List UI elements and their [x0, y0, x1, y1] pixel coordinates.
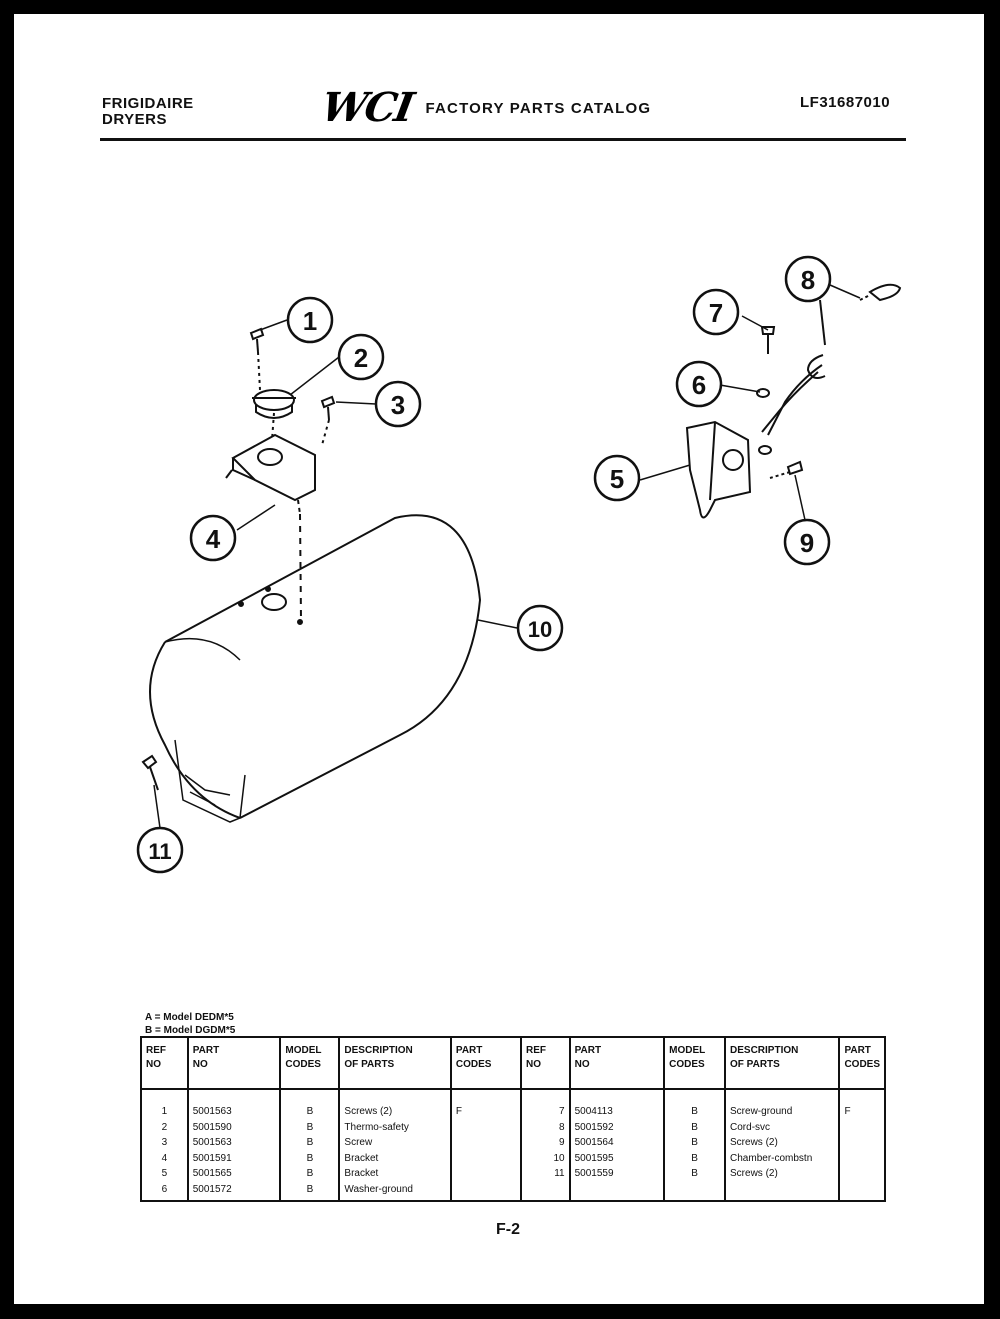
callout-2	[339, 335, 383, 379]
col-part-left: 5001563 5001590 5001563 5001591 5001565 5001572	[188, 1089, 281, 1201]
screw-11-drawing	[143, 756, 158, 790]
header-ref-no: REF NO	[141, 1037, 188, 1089]
callout-label: 5	[609, 464, 625, 494]
page-number: F-2	[496, 1221, 520, 1238]
header-part-no: PART NO	[570, 1037, 665, 1089]
callout-5	[595, 456, 639, 500]
col-ref-right: 7 8 9 10 11	[521, 1089, 570, 1201]
screw-drawings	[251, 329, 334, 445]
header-model-codes: MODEL CODES	[664, 1037, 725, 1089]
header-description: DESCRIPTION OF PARTS	[725, 1037, 839, 1089]
header-part-codes: PART CODES	[839, 1037, 885, 1089]
callout-label: 4	[205, 524, 221, 554]
wci-logo: WCI	[317, 84, 416, 131]
callout-8	[786, 257, 830, 301]
thermostat-drawing	[252, 390, 296, 440]
legend-model-a: A = Model DEDM*5	[145, 1012, 234, 1023]
header-model-codes: MODEL CODES	[280, 1037, 339, 1089]
col-code-left: F	[451, 1089, 521, 1201]
callout-7	[694, 290, 738, 334]
col-model-left: B B B B B B	[280, 1089, 339, 1201]
header-description: DESCRIPTION OF PARTS	[339, 1037, 451, 1089]
callout-label: 11	[148, 839, 172, 864]
callout-11	[138, 828, 182, 872]
col-desc-right: Screw-ground Cord-svc Screws (2) Chamber-combstn Screws (2)	[725, 1089, 839, 1201]
col-model-right: B B B B B	[664, 1089, 725, 1201]
leader-lines	[154, 285, 860, 828]
header-part-codes: PART CODES	[451, 1037, 521, 1089]
table-body-row	[141, 1089, 885, 1201]
callout-label: 8	[800, 265, 816, 295]
brand-name: FRIGIDAIRE	[102, 95, 194, 112]
callout-label: 1	[302, 306, 318, 336]
callout-label: 6	[691, 370, 707, 400]
callout-6	[677, 362, 721, 406]
callout-label: 3	[390, 390, 406, 420]
legend-model-b: B = Model DGDM*5	[145, 1025, 236, 1036]
callout-label: 7	[708, 298, 724, 328]
callout-label: 10	[527, 617, 553, 642]
col-part-right: 5004113 5001592 5001564 5001595 5001559	[570, 1089, 665, 1201]
combustion-chamber-drawing	[150, 515, 480, 822]
table-header-row	[141, 1037, 885, 1089]
callout-9	[785, 520, 829, 564]
document-id: LF31687010	[800, 94, 891, 111]
col-desc-left: Screws (2) Thermo-safety Screw Bracket Bracket Washer-ground	[339, 1089, 451, 1201]
callout-label: 9	[799, 528, 815, 558]
catalog-title: FACTORY PARTS CATALOG	[425, 99, 652, 117]
callout-3	[376, 382, 420, 426]
parts-table	[140, 1036, 886, 1202]
callout-10	[518, 606, 562, 650]
col-ref-left: 1 2 3 4 5 6	[161, 1106, 168, 1195]
col-code-right: F	[839, 1089, 885, 1201]
bracket-drawing	[226, 435, 315, 620]
callout-1	[288, 298, 332, 342]
product-line: DRYERS	[102, 111, 167, 128]
callout-4	[191, 516, 235, 560]
callout-label: 2	[353, 343, 369, 373]
header-ref-no: REF NO	[521, 1037, 570, 1089]
header-part-no: PART NO	[188, 1037, 281, 1089]
